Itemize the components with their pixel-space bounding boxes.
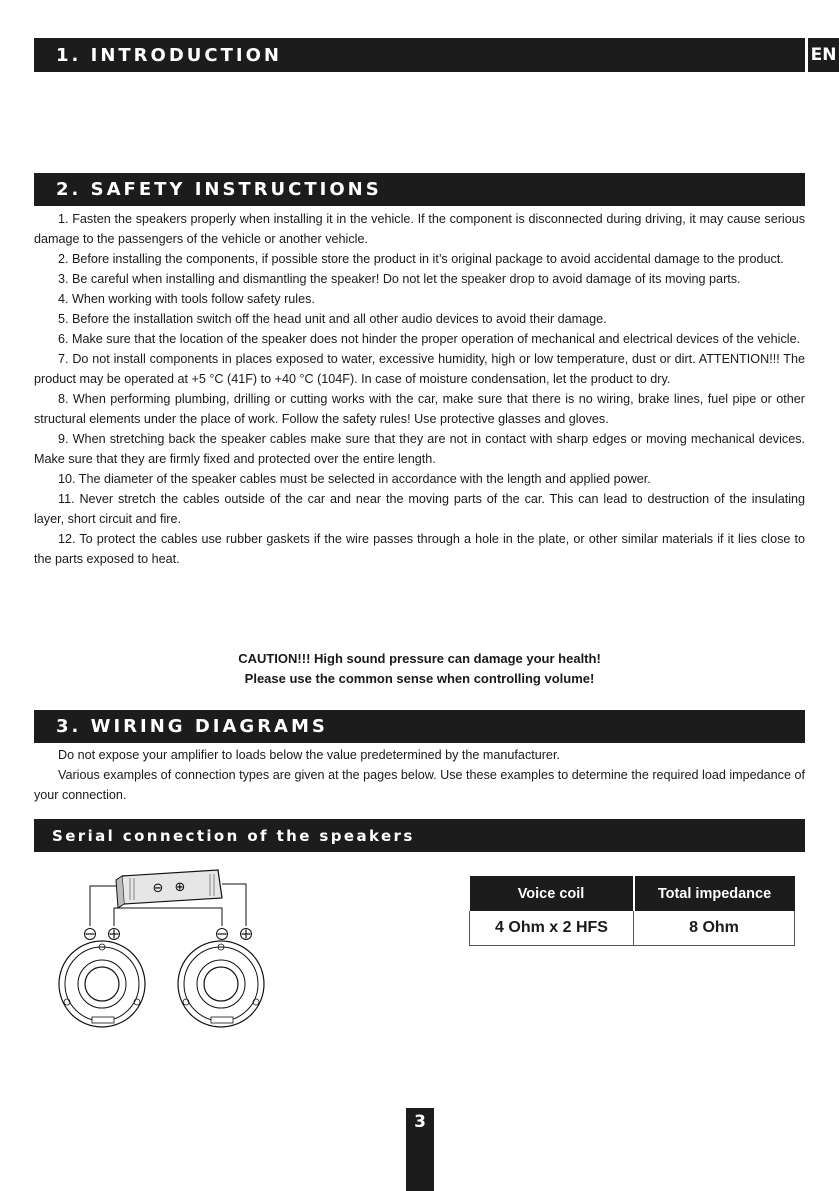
- impedance-table: [469, 876, 795, 946]
- table-header-row: [470, 876, 795, 911]
- caution-line: CAUTION!!! High sound pressure can damage your health!: [238, 651, 601, 666]
- serial-wiring-diagram: [50, 864, 265, 1034]
- safety-item: 9. When stretching back the speaker cables make sure that they are not in contact with sharp edges or moving mechanical devices. Make sure that they are firmly fixed and protected over the entire length.: [34, 432, 805, 466]
- section-title: 1. INTRODUCTION: [56, 44, 282, 66]
- safety-item: 12. To protect the cables use rubber gaskets if the wire passes through a hole in the plate, or other similar materials if it lies close to the parts exposed to heat.: [34, 532, 805, 566]
- section-header-safety: [34, 173, 805, 206]
- amplifier-icon: [116, 870, 222, 908]
- section-header-wiring: [34, 710, 805, 743]
- section-title: 2. SAFETY INSTRUCTIONS: [56, 179, 382, 200]
- page-number: 3: [406, 1108, 434, 1191]
- column-header: Voice coil: [470, 876, 634, 911]
- wiring-paragraph: Do not expose your amplifier to loads below the value predetermined by the manufacturer.: [58, 748, 560, 762]
- language-badge: EN: [806, 38, 839, 72]
- safety-item: 3. Be careful when installing and dismantling the speaker! Do not let the speaker drop to avoid damage of its moving parts.: [58, 272, 741, 286]
- caution-notice: [34, 649, 805, 689]
- table-row: [470, 911, 795, 946]
- wiring-paragraph: Various examples of connection types are given at the pages below. Use these examples to determine the required load impedance of your connection.: [34, 768, 805, 802]
- safety-item: 1. Fasten the speakers properly when installing it in the vehicle. If the component is disconnected during driving, it may cause serious damage to the passengers of the vehicle or another vehicle.: [34, 212, 805, 246]
- safety-item: 6. Make sure that the location of the speaker does not hinder the proper operation of mechanical and electrical devices of the vehicle.: [58, 332, 801, 346]
- table-cell: 8 Ohm: [634, 911, 795, 946]
- section-header-introduction: [34, 38, 805, 72]
- section-title: 3. WIRING DIAGRAMS: [56, 716, 328, 737]
- speaker-right-icon: [178, 929, 264, 1028]
- subsection-title: Serial connection of the speakers: [52, 826, 415, 845]
- safety-item: 7. Do not install components in places exposed to water, excessive humidity, high or low temperature, dust or dirt. ATTENTION!!! The product may be operated at +5 °C (41F) to +40 °C (104F). In case of moisture condensation, let the product to dry.: [34, 352, 805, 386]
- table-cell: 4 Ohm x 2 HFS: [470, 911, 634, 946]
- safety-item: 8. When performing plumbing, drilling or cutting works with the car, make sure that there is no wiring, brake lines, fuel pipe or other structural elements under the place of work. Follow the safety rules! Use protective glasses and gloves.: [34, 392, 805, 426]
- amp-plus-terminal: ⊕: [174, 880, 186, 895]
- caution-line: Please use the common sense when controlling volume!: [244, 671, 595, 686]
- safety-item: 5. Before the installation switch off the head unit and all other audio devices to avoid their damage.: [58, 312, 607, 326]
- subsection-header-serial: [34, 819, 805, 852]
- safety-item: 10. The diameter of the speaker cables must be selected in accordance with the length and applied power.: [58, 472, 651, 486]
- speaker-left-icon: [59, 929, 145, 1028]
- safety-item: 4. When working with tools follow safety rules.: [58, 292, 315, 306]
- safety-item: 2. Before installing the components, if possible store the product in it’s original package to avoid accidental damage to the product.: [58, 252, 784, 266]
- safety-item: 11. Never stretch the cables outside of the car and near the moving parts of the car. This can lead to destruction of the insulating layer, short circuit and fire.: [34, 492, 805, 526]
- amp-minus-terminal: ⊖: [152, 881, 164, 896]
- wiring-intro: [34, 745, 805, 805]
- safety-instructions: [34, 209, 805, 569]
- column-header: Total impedance: [634, 876, 795, 911]
